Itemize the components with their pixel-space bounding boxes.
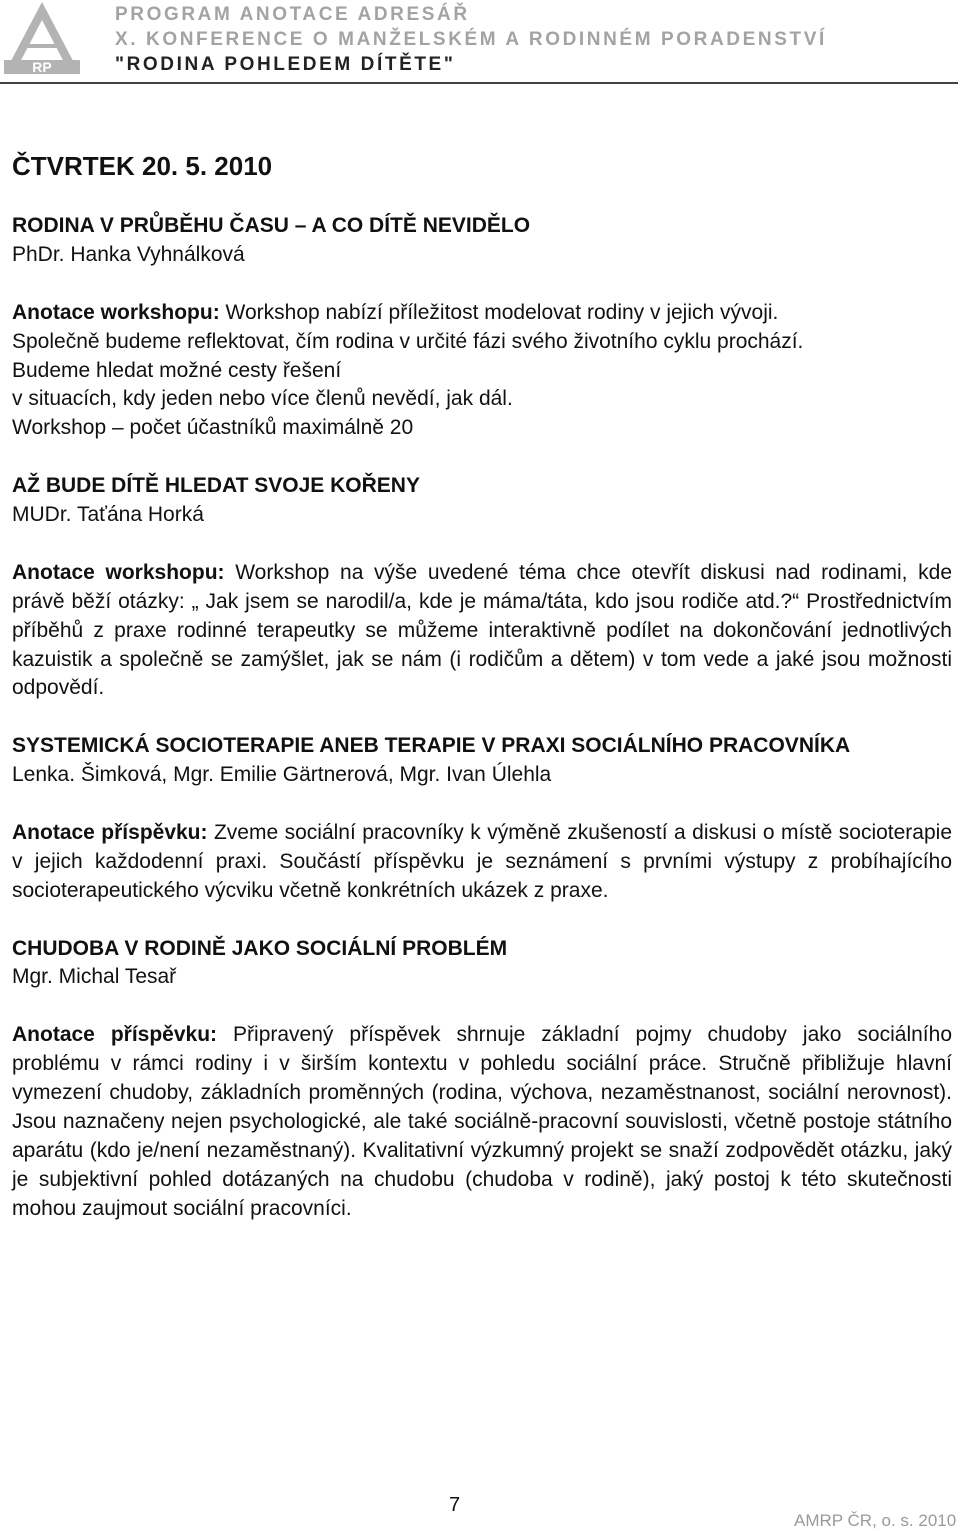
section-title: AŽ BUDE DÍTĚ HLEDAT SVOJE KOŘENY <box>12 474 420 498</box>
page-number: 7 <box>449 1494 461 1516</box>
section-2 <box>12 472 952 703</box>
header-line-program: PROGRAM ANOTACE ADRESÁŘ <box>115 4 470 25</box>
annotation-line: Workshop – počet účastníků maximálně 20 <box>12 416 414 440</box>
footer-organization: AMRP ČR, o. s. 2010 <box>794 1511 957 1530</box>
header-title-block <box>115 2 827 77</box>
section-title: SYSTEMICKÁ SOCIOTERAPIE ANEB TERAPIE V PRAXI SOCIÁLNÍHO PRACOVNÍKA <box>12 734 851 758</box>
header-line-conference: X. KONFERENCE O MANŽELSKÉM A RODINNÉM PORADENSTVÍ <box>115 29 827 50</box>
section-title: RODINA V PRŮBĚHU ČASU – A CO DÍTĚ NEVIDĚLO <box>12 214 531 237</box>
annotation-paragraph <box>12 559 952 704</box>
section-1 <box>12 212 952 443</box>
annotation-label: Anotace příspěvku: <box>12 820 208 844</box>
page-header <box>0 0 960 84</box>
annotation-paragraph <box>12 1021 952 1223</box>
section-author: PhDr. Hanka Vyhnálková <box>12 242 245 266</box>
annotation-label: Anotace workshopu: <box>12 560 225 584</box>
annotation-label: Anotace příspěvku: <box>12 1023 218 1047</box>
annotation-line: Budeme hledat možné cesty řešení <box>12 358 342 382</box>
day-heading: ČTVRTEK 20. 5. 2010 <box>12 151 273 181</box>
document-body <box>12 150 952 1224</box>
annotation-paragraph <box>12 819 952 906</box>
section-4 <box>12 935 952 1224</box>
section-3 <box>12 732 952 905</box>
logo-text: RP <box>32 59 52 75</box>
annotation-line: v situacích, kdy jeden nebo více členů nevědí, jak dál. <box>12 387 513 411</box>
annotation-text: Workshop nabízí příležitost modelovat rodiny v jejich vývoji. <box>219 300 779 324</box>
section-author: MUDr. Taťána Horká <box>12 503 204 527</box>
annotation-text: Workshop na výše uvedené téma chce otevřít diskusi nad rodinami, kde právě běží otázky: „ Jak jsem se narodil/a, kde je máma/táta, kdo jsou rodiče atd.?“ Prostřednictvím příběhů z praxe rodinné terapeutky se můžeme interaktivně podílet na dokončování jednotlivých kazuistik a společně se zamýšlet, jak se nám (i rodičům a dětem) v tom vede a jaké jsou možnosti odpovědí. <box>12 560 953 700</box>
section-author: Mgr. Michal Tesař <box>12 965 177 989</box>
header-line-motto: "RODINA POHLEDEM DÍTĚTE" <box>115 54 456 75</box>
annotation-text: Připravený příspěvek shrnuje základní pojmy chudoby jako sociálního problému v rámci rodiny i v širším kontextu v pohledu sociální práce. Stručně přibližuje hlavní vymezení chudoby, základních proměnných (rodina, výchova, nezaměstnanost, sociální nerovnost). Jsou naznačeny nejen psychologické, ale také sociálně-pracovní souvislosti, včetně postoje státního aparátu (kdo je/není nezaměstnaný). Kvalitativní výzkumný projekt se snaží zodpovědět otázku, jaký je subjektivní pohled dotázaných na chudobu (chudoba v rodině), jaký postoj k této skutečnosti mohou zaujmout sociální pracovníci. <box>12 1023 952 1220</box>
section-title: CHUDOBA V RODINĚ JAKO SOCIÁLNÍ PROBLÉM <box>12 936 508 960</box>
annotation-label: Anotace workshopu: <box>12 300 220 324</box>
annotation-text: Zveme sociální pracovníky k výměně zkušeností a diskusi o místě socioterapie v jejich každodenní praxi. Součástí příspěvku je seznámení s prvními výstupy z probíhajícího socioterapeutického výcviku včetně konkrétních ukázek z praxe. <box>12 820 952 902</box>
annotation-line: Společně budeme reflektovat, čím rodina v určité fázi svého životního cyklu prochází. <box>12 329 804 353</box>
header-divider <box>0 82 958 84</box>
section-author: Lenka. Šimková, Mgr. Emilie Gärtnerová, Mgr. Ivan Úlehla <box>12 763 552 787</box>
annotation-line <box>12 299 952 328</box>
amrp-logo-icon <box>2 0 82 76</box>
